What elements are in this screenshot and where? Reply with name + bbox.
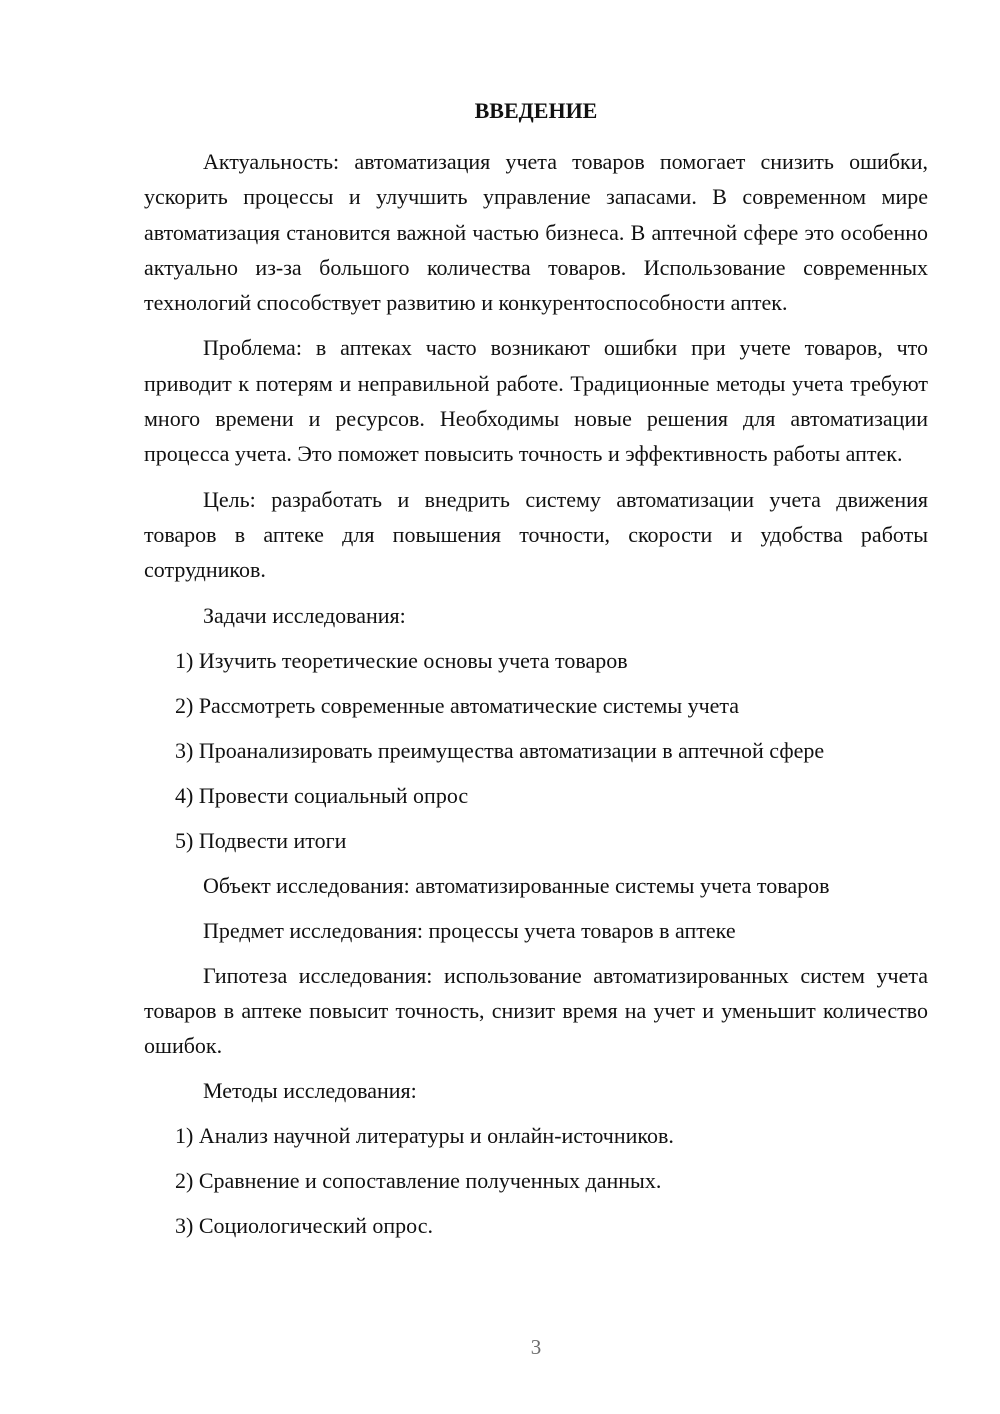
list-item: 1) Анализ научной литературы и онлайн-источников.: [175, 1123, 674, 1149]
problem-paragraph: Проблема: в аптеках часто возникают ошибки при учете товаров, что приводит к потерям и неправильной работе. Традиционные методы учета требуют много времени и ресурсов. Необходимы новые решения для автоматизации процесса учета. Это поможет повысить точность и эффективность работы аптек.: [144, 335, 928, 467]
methods-list: [144, 1118, 928, 1243]
relevance-paragraph: Актуальность: автоматизация учета товаров помогает снизить ошибки, ускорить процессы и улучшить управление запасами. В современном мире автоматизация становится важной частью бизнеса. В аптечной сфере это особенно актуально из-за большого количества товаров. Использование современных технологий способствует развитию и конкурентоспособности аптек.: [144, 149, 928, 316]
list-item: 3) Социологический опрос.: [175, 1213, 433, 1239]
research-subject: Предмет исследования: процессы учета товаров в аптеке: [203, 917, 736, 943]
goal-paragraph: Цель: разработать и внедрить систему автоматизации учета движения товаров в аптеке для повышения точности, скорости и удобства работы сотрудников.: [144, 486, 928, 583]
list-item: 1) Изучить теоретические основы учета товаров: [175, 647, 628, 673]
list-item: 3) Проанализировать преимущества автоматизации в аптечной сфере: [175, 737, 825, 763]
methods-title: Методы исследования:: [203, 1078, 417, 1104]
list-item: 2) Рассмотреть современные автоматические системы учета: [175, 692, 740, 718]
research-object: Объект исследования: автоматизированные системы учета товаров: [203, 872, 830, 898]
document-page: [144, 98, 928, 1253]
page-number: 3: [530, 1335, 542, 1359]
list-item: 4) Провести социальный опрос: [175, 782, 469, 808]
list-item: 5) Подвести итоги: [175, 827, 347, 853]
section-heading: ВВЕДЕНИЕ: [474, 98, 598, 123]
tasks-title: Задачи исследования:: [203, 602, 406, 628]
tasks-list: [144, 643, 928, 858]
hypothesis-paragraph: Гипотеза исследования: использование автоматизированных систем учета товаров в аптеке повысит точность, снизит время на учет и уменьшит количество ошибок.: [144, 962, 928, 1059]
list-item: 2) Сравнение и сопоставление полученных данных.: [175, 1168, 662, 1194]
